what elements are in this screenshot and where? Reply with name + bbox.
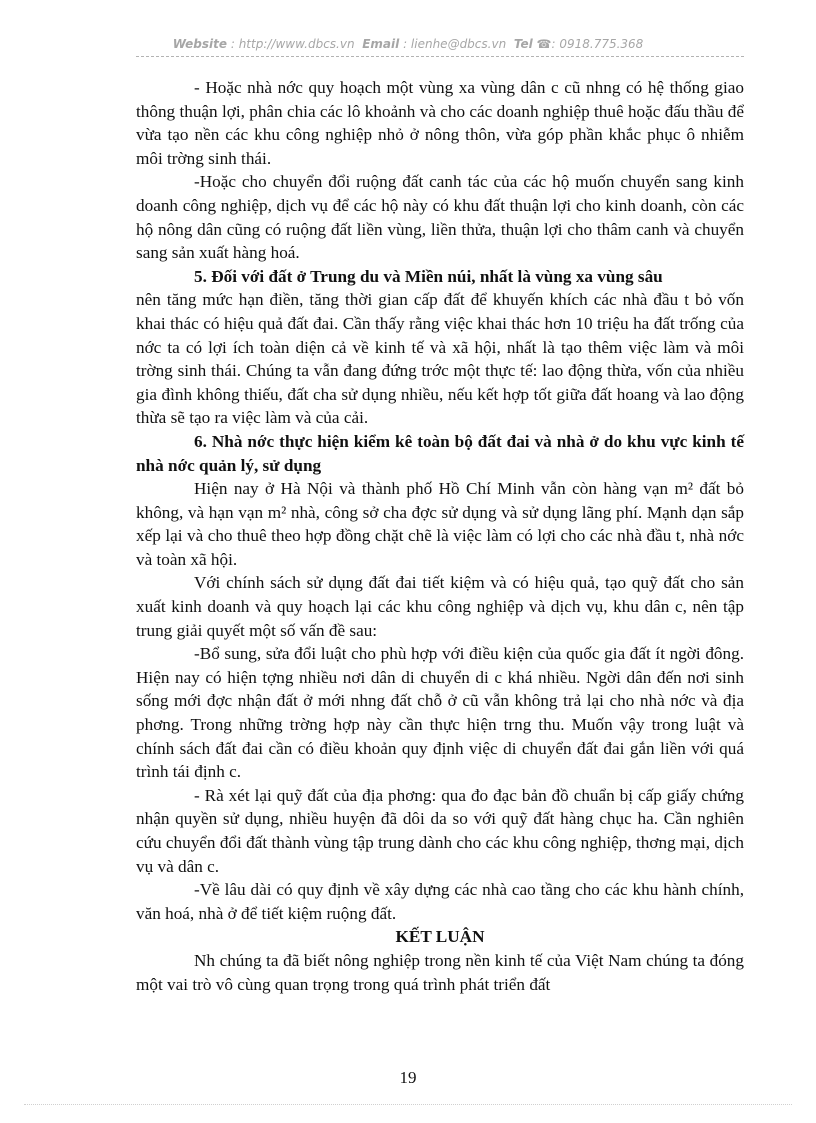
tel-value: ☎: 0918.775.368 (536, 37, 644, 51)
page-header (0, 37, 816, 51)
paragraph-7: - Rà xét lại quỹ đất của địa phơng: qua đo đạc bản đồ chuẩn bị cấp giấy chứng nhận quyền sử dụng, nhiều huyện đã dôi da so với quỹ đất hàng chục ha. Cần nghiên cứu chuyển đổi đất thành vùng tập trung dành cho các khu công nghiệp, thơng mại, dịch vụ và dân c. (136, 785, 744, 876)
section-heading-5: 5. Đối với đất ở Trung du và Miền núi, nhất là vùng xa vùng sâu (194, 266, 663, 286)
paragraph-1: - Hoặc nhà nớc quy hoạch một vùng xa vùng dân c cũ nhng có hệ thống giao thông thuận lợi, phân chia các lô khoảnh và cho các doanh nghiệp thuê hoặc đấu thầu để vừa tạo nền các khu công nghiệp nhỏ ở nông thôn, vừa góp phần khắc phục ô nhiễm môi trờng sinh thái. (136, 78, 744, 168)
footer-divider (24, 1104, 792, 1105)
header-divider (136, 56, 744, 57)
paragraph-5: Với chính sách sử dụng đất đai tiết kiệm và có hiệu quả, tạo quỹ đất cho sản xuất kinh doanh và quy hoạch lại các khu công nghiệp và dịch vụ, khu dân c, nên tập trung giải quyết một số vấn đề sau: (136, 573, 744, 640)
paragraph-9: Nh chúng ta đã biết nông nghiệp trong nền kinh tế của Việt Nam chúng ta đóng một vai trò vô cùng quan trọng trong quá trình phát triển đất (136, 950, 744, 994)
email-label: Email (362, 37, 400, 51)
paragraph-2: -Hoặc cho chuyển đổi ruộng đất canh tác của các hộ muốn chuyển sang kinh doanh công nghiệp, dịch vụ để các hộ này có khu đất thuận lợi cho kinh doanh, còn các hộ nông dân cũng có ruộng đất liền vùng, liền thửa, thuận lợi cho thâm canh và chuyển sang sản xuất hàng hoá. (136, 172, 744, 263)
conclusion-title: KẾT LUẬN (395, 927, 485, 947)
paragraph-8: -Về lâu dài có quy định về xây dựng các nhà cao tầng cho các khu hành chính, văn hoá, nhà ở để tiết kiệm ruộng đất. (136, 880, 744, 923)
section-heading-6: 6. Nhà nớc thực hiện kiểm kê toàn bộ đất đai và nhà ở do khu vực kinh tế nhà nớc quản lý, sử dụng (136, 431, 744, 475)
page-number: 19 (399, 1068, 417, 1087)
tel-label: Tel (513, 37, 533, 51)
website-value: : http://www.dbcs.vn (230, 37, 355, 51)
paragraph-6: -Bổ sung, sửa đổi luật cho phù hợp với điều kiện của quốc gia đất ít ngời đông. Hiện nay có hiện tợng nhiều nơi dân di chuyển di c khá nhiều. Ngời dân đến nơi sinh sống mới đợc nhận đất ở mới nhng đất chỗ ở cũ vẫn không trả lại cho nhà nớc và địa phơng. Trong những trờng hợp này cần thực hiện trng thu. Muốn vậy trong luật và chính sách đất đai cần có điều khoản quy định việc di chuyển đất đai gắn liền với quá trình tái định c. (136, 644, 744, 782)
paragraph-4: Hiện nay ở Hà Nội và thành phố Hồ Chí Minh vẫn còn hàng vạn m² đất bỏ không, và hạn vạn m² nhà, công sở cha đợc sử dụng và sử dụng lãng phí. Mạnh dạn sắp xếp lại và cho thuê theo hợp đồng chặt chẽ là việc làm có lợi cho các nhà đầu t, nhà nớc và toàn xã hội. (136, 479, 744, 569)
paragraph-3: nên tăng mức hạn điền, tăng thời gian cấp đất để khuyến khích các nhà đầu t bỏ vốn khai thác có hiệu quả đất đai. Cần thấy rằng việc khai thác hơn 10 triệu ha đất trống của nớc ta có lợi ích toàn diện cả về kinh tế và xã hội, nhất là tạo thêm việc làm và môi trờng sinh thái. Chúng ta vẫn đang đứng trớc một thực tế: lao động thừa, vốn của nhiều gia đình không thiếu, đất cha sử dụng nhiều, nếu kết hợp tốt giữa đất hoang và lao động thừa sẽ tạo ra việc làm và của cải. (136, 290, 744, 428)
document-body (136, 76, 744, 996)
website-label: Website (172, 37, 228, 51)
email-value: : lienhe@dbcs.vn (403, 37, 507, 51)
